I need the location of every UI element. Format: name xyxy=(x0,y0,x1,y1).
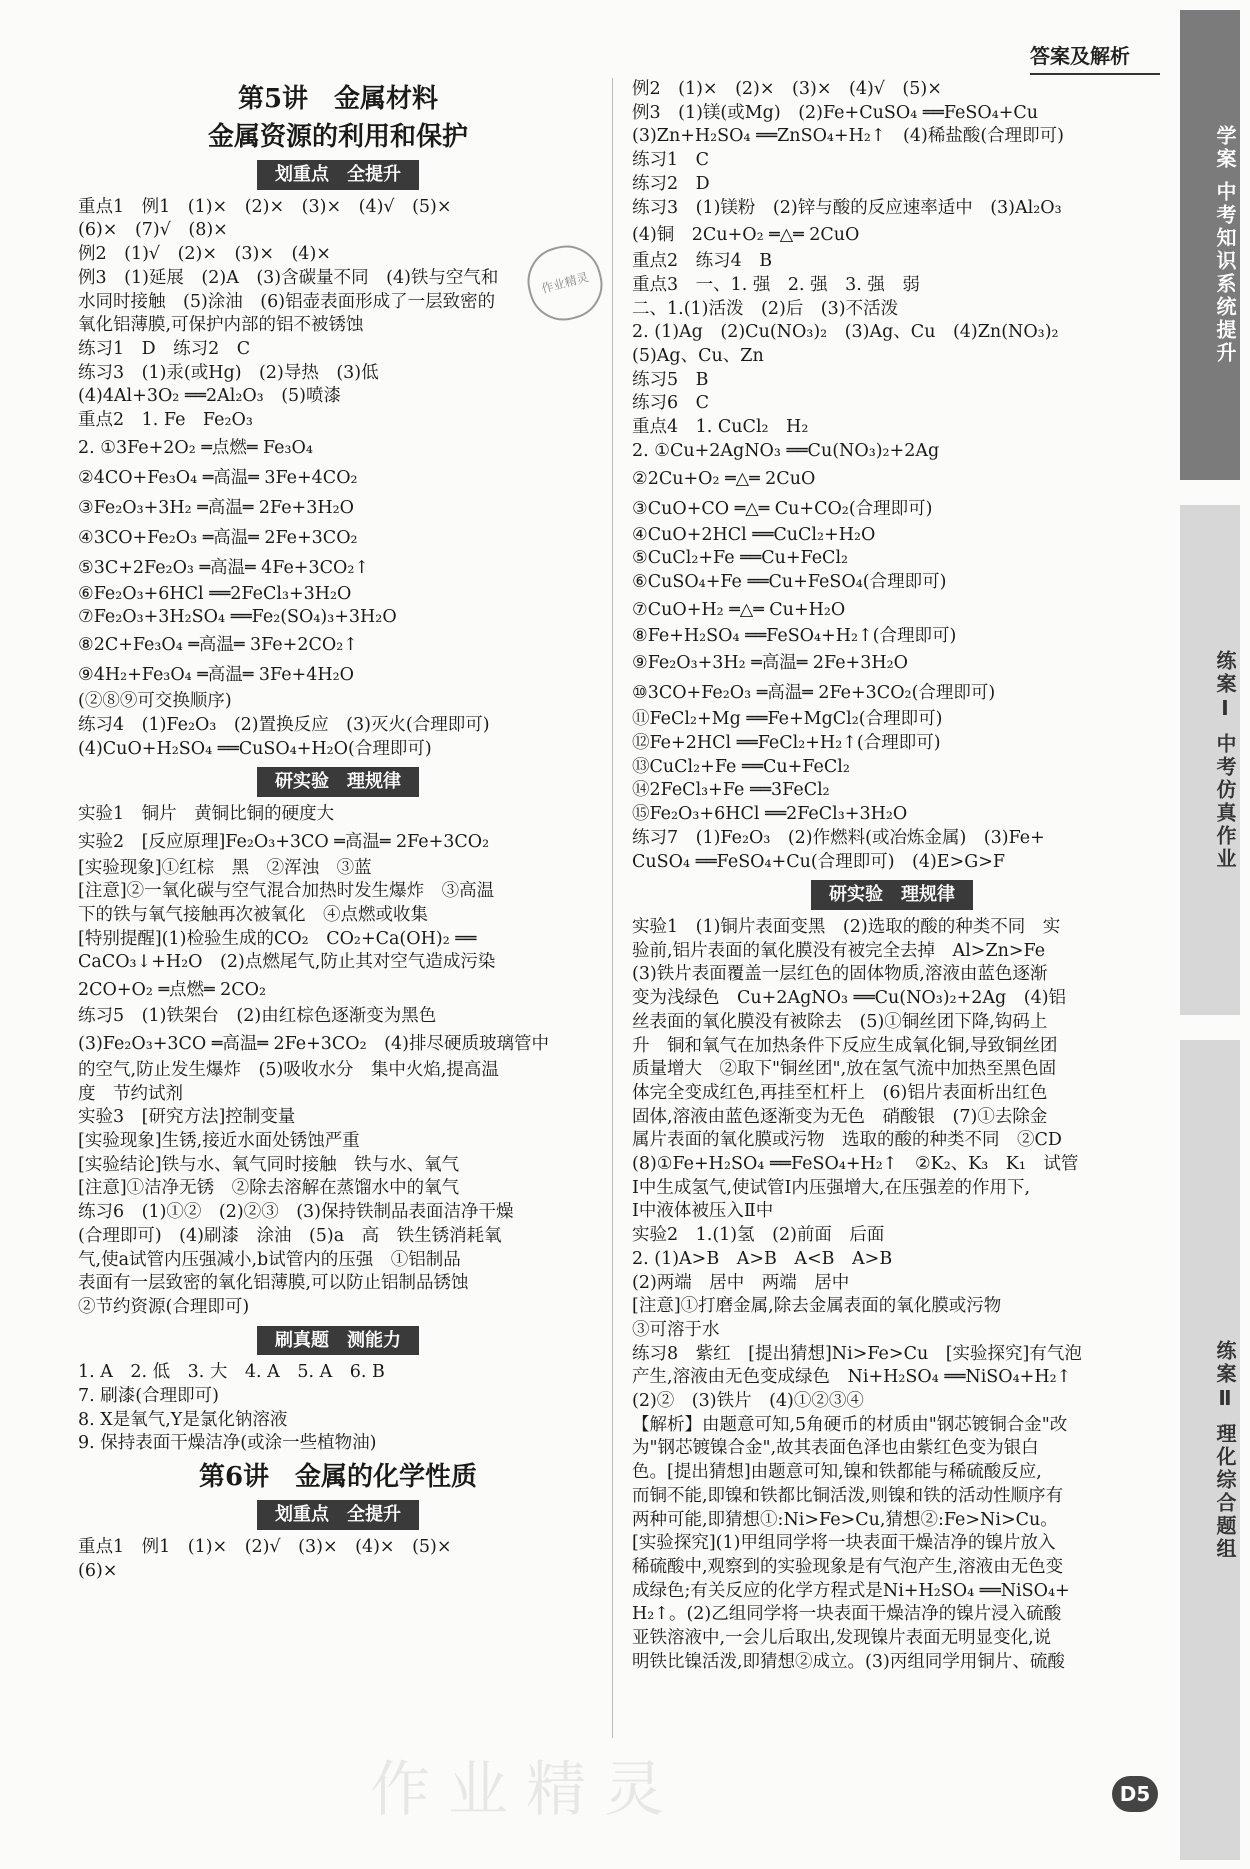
answer-line: 的空气,防止发生爆炸 (5)吸收水分 集中火焰,提高温 xyxy=(78,1059,499,1080)
answer-line: (4)铜 2Cu+O₂ ═△═ 2CuO xyxy=(632,225,860,246)
answer-line: 例2 (1)√ (2)× (3)× (4)× xyxy=(78,244,331,265)
lecture-5-title: 第5讲 金属材料 xyxy=(237,84,439,114)
answer-line: 9. 保持表面干燥洁净(或涂一些植物油) xyxy=(78,1433,377,1454)
answer-line: 实验2 [反应原理]Fe₂O₃+3CO ═高温═ 2Fe+3CO₂ xyxy=(78,831,490,852)
answer-line: CuSO₄ ══FeSO₄+Cu(合理即可) (4)E>G>F xyxy=(632,851,1006,872)
answer-line: 升 铜和氧气在加热条件下反应生成氧化铜,导致铜丝团 xyxy=(632,1035,1058,1056)
answer-line: Ⅰ中液体被压入Ⅱ中 xyxy=(632,1201,774,1222)
answer-line: ⑭2FeCl₃+Fe ══3FeCl₂ xyxy=(632,780,830,801)
section-label: 刷真题 测能力 xyxy=(257,1326,419,1356)
answer-line: 重点1 例1 (1)× (2)√ (3)× (4)× (5)× xyxy=(78,1536,452,1557)
right-column xyxy=(632,78,1152,1674)
answer-line: 练习6 (1)①② (2)②③ (3)保持铁制品表面洁净干燥 xyxy=(78,1202,514,1223)
answer-line: ⑫Fe+2HCl ══FeCl₂+H₂↑(合理即可) xyxy=(632,733,941,754)
answer-line: 度 节约试剂 xyxy=(78,1083,183,1104)
answer-line: 亚铁溶液中,一会儿后取出,发现镍片表面无明显变化,说 xyxy=(632,1628,1052,1649)
answer-line: ⑧2C+Fe₃O₄ ═高温═ 3Fe+2CO₂↑ xyxy=(78,635,358,656)
answer-line: ④CuO+2HCl ══CuCl₂+H₂O xyxy=(632,524,876,545)
left-column xyxy=(78,78,598,1583)
answer-line: (4)4Al+3O₂ ══2Al₂O₃ (5)喷漆 xyxy=(78,386,341,407)
answer-line: 例3 (1)镁(或Mg) (2)Fe+CuSO₄ ══FeSO₄+Cu xyxy=(632,102,1039,123)
answer-line: 成绿色;有关反应的化学方程式是Ni+H₂SO₄ ══NiSO₄+ xyxy=(632,1580,1070,1601)
answer-line: (4)CuO+H₂SO₄ ══CuSO₄+H₂O(合理即可) xyxy=(78,738,432,759)
answer-line: ⑥CuSO₄+Fe ══Cu+FeSO₄(合理即可) xyxy=(632,571,947,592)
answer-line: ③Fe₂O₃+3H₂ ═高温═ 2Fe+3H₂O xyxy=(78,497,354,518)
answer-line: 2. (1)Ag (2)Cu(NO₃)₂ (3)Ag、Cu (4)Zn(NO₃)₂ xyxy=(632,322,1059,343)
answer-line: ③CuO+CO ═△═ Cu+CO₂(合理即可) xyxy=(632,498,933,519)
answer-line: ⑦Fe₂O₃+3H₂SO₄ ══Fe₂(SO₄)₃+3H₂O xyxy=(78,607,397,628)
answer-line: ⑤CuCl₂+Fe ══Cu+FeCl₂ xyxy=(632,548,849,569)
answer-line: [特别提醒](1)检验生成的CO₂ CO₂+Ca(OH)₂ ══ xyxy=(78,928,477,949)
answer-line: (3)Fe₂O₃+3CO ═高温═ 2Fe+3CO₂ (4)排尽硬质玻璃管中 xyxy=(78,1033,549,1054)
answer-line: 明铁比镍活泼,即猜想②成立。(3)丙组同学用铜片、硫酸 xyxy=(632,1651,1065,1672)
answer-line: Ⅰ中生成氢气,使试管Ⅰ内压强增大,在压强差的作用下, xyxy=(632,1177,1031,1198)
answer-line: ⑥Fe₂O₃+6HCl ══2FeCl₃+3H₂O xyxy=(78,583,352,604)
watermark-text: 作业精灵 xyxy=(370,1755,682,1825)
answer-line: (8)①Fe+H₂SO₄ ══FeSO₄+H₂↑ ②K₂、K₃ K₁ 试管 xyxy=(632,1154,1079,1175)
page-number-badge: D5 xyxy=(1112,1776,1158,1812)
section-header xyxy=(78,767,598,797)
answer-line: 练习2 D xyxy=(632,173,710,194)
lecture-6-title: 第6讲 金属的化学性质 xyxy=(198,1462,478,1493)
answer-line: ⑩3CO+Fe₂O₃ ═高温═ 2Fe+3CO₂(合理即可) xyxy=(632,683,996,704)
answer-line: 7. 刷漆(合理即可) xyxy=(78,1386,219,1407)
answer-line: (6)× xyxy=(78,1560,118,1581)
answer-line: 2CO+O₂ ═点燃═ 2CO₂ xyxy=(78,980,266,1001)
answer-line: ⑪FeCl₂+Mg ══Fe+MgCl₂(合理即可) xyxy=(632,709,943,730)
answer-line: ④3CO+Fe₂O₃ ═高温═ 2Fe+3CO₂ xyxy=(78,527,358,548)
answer-line: 2. ①3Fe+2O₂ ═点燃═ Fe₃O₄ xyxy=(78,437,313,458)
answer-line: 体完全变成红色,再挂至杠杆上 (6)铝片表面析出红色 xyxy=(632,1082,1048,1103)
answer-line: 变为浅绿色 Cu+2AgNO₃ ══Cu(NO₃)₂+2Ag (4)铝 xyxy=(632,988,1067,1009)
answer-line: ③可溶于水 xyxy=(632,1319,720,1340)
answer-line: 2. (1)A>B A>B A<B A>B xyxy=(632,1248,893,1269)
answer-line: (5)Ag、Cu、Zn xyxy=(632,346,764,367)
answer-line: [注意]①打磨金属,除去金属表面的氧化膜或污物 xyxy=(632,1296,1002,1317)
answer-line: 重点3 一、1. 强 2. 强 3. 强 弱 xyxy=(632,274,920,295)
answer-line: ②节约资源(合理即可) xyxy=(78,1296,250,1317)
answer-line: 练习1 C xyxy=(632,150,710,171)
answer-line: 质量增大 ②取下"铜丝团",放在氢气流中加热至黑色固 xyxy=(632,1059,1057,1080)
answer-line: (2)② (3)铁片 (4)①②③④ xyxy=(632,1391,864,1412)
answer-line: 【解析】由题意可知,5角硬币的材质由"钢芯镀铜合金"改 xyxy=(632,1414,1068,1435)
stamp-logo: 作业精灵 xyxy=(520,238,611,329)
section-header xyxy=(78,1500,598,1530)
answer-block xyxy=(78,1536,598,1583)
sidebar-tab-practice-2[interactable]: 练案Ⅱ 理化综合题组 xyxy=(1180,1040,1240,1860)
answer-line: 实验2 1.(1)氢 (2)前面 后面 xyxy=(632,1225,885,1246)
answer-line: (②⑧⑨可交换顺序) xyxy=(78,691,232,712)
answer-line: 丝表面的氧化膜没有被除去 (5)①铜丝团下降,钩码上 xyxy=(632,1011,1048,1032)
answer-line: ⑨4H₂+Fe₃O₄ ═高温═ 3Fe+4H₂O xyxy=(78,665,354,686)
answer-line: 练习3 (1)汞(或Hg) (2)导热 (3)低 xyxy=(78,362,379,383)
answer-line: 表面有一层致密的氧化铝薄膜,可以防止铝制品锈蚀 xyxy=(78,1273,469,1294)
answer-line: ⑬CuCl₂+Fe ══Cu+FeCl₂ xyxy=(632,756,850,777)
answer-line: ⑤3C+2Fe₂O₃ ═高温═ 4Fe+3CO₂↑ xyxy=(78,557,370,578)
answer-line: [实验结论]铁与水、氧气同时接触 铁与水、氧气 xyxy=(78,1154,460,1175)
answer-line: 实验1 铜片 黄铜比铜的硬度大 xyxy=(78,803,335,824)
answer-line: 1. A 2. 低 3. 大 4. A 5. A 6. B xyxy=(78,1362,385,1383)
answer-line: ②2Cu+O₂ ═△═ 2CuO xyxy=(632,468,816,489)
answer-line: 例3 (1)延展 (2)A (3)含碳量不同 (4)铁与空气和 xyxy=(78,267,499,288)
answer-line: [注意]②一氧化碳与空气混合加热时发生爆炸 ③高温 xyxy=(78,881,495,902)
sidebar-tab-study[interactable]: 学案 中考知识系统提升 xyxy=(1180,10,1240,480)
answer-line: 色。[提出猜想]由题意可知,镍和铁都能与稀硫酸反应, xyxy=(632,1462,1042,1483)
answer-line: ⑮Fe₂O₃+6HCl ══2FeCl₃+3H₂O xyxy=(632,804,908,825)
answer-line: 水同时接触 (5)涂油 (6)铝壶表面形成了一层致密的 xyxy=(78,291,496,312)
section-label: 研实验 理规律 xyxy=(811,880,973,910)
answer-line: 练习8 紫红 [提出猜想]Ni>Fe>Cu [实验探究]有气泡 xyxy=(632,1343,1082,1364)
answer-line: 而铜不能,即镍和铁都比铜活泼,则镍和铁的活动性顺序有 xyxy=(632,1485,1064,1506)
answer-line: 练习5 B xyxy=(632,369,709,390)
answer-line: 气,使a试管内压强减小,b试管内的压强 ①铝制品 xyxy=(78,1249,461,1270)
answer-line: 实验3 [研究方法]控制变量 xyxy=(78,1107,296,1128)
answer-line: 2. ①Cu+2AgNO₃ ══Cu(NO₃)₂+2Ag xyxy=(632,440,940,461)
answer-line: 稀硫酸中,观察到的实验现象是有气泡产生,溶液由无色变 xyxy=(632,1556,1064,1577)
answer-line: 练习3 (1)镁粉 (2)锌与酸的反应速率适中 (3)Al₂O₃ xyxy=(632,197,1062,218)
answer-block xyxy=(78,1361,598,1456)
answer-line: 固体,溶液由蓝色逐渐变为无色 硝酸银 (7)①去除金 xyxy=(632,1106,1048,1127)
answer-line: 为"钢芯镀镍合金",故其表面色泽也由紫红色变为银白 xyxy=(632,1438,1039,1459)
answer-line: 重点2 1. Fe Fe₂O₃ xyxy=(78,410,253,431)
answer-line: 练习6 C xyxy=(632,393,710,414)
lecture-5-subtitle: 金属资源的利用和保护 xyxy=(207,122,468,152)
answer-line: ⑨Fe₂O₃+3H₂ ═高温═ 2Fe+3H₂O xyxy=(632,653,908,674)
section-label: 划重点 全提升 xyxy=(257,1500,419,1530)
answer-line: 实验1 (1)铜片表面变黑 (2)选取的酸的种类不同 实 xyxy=(632,916,1061,937)
section-label: 划重点 全提升 xyxy=(257,160,419,190)
answer-line: [实验现象]①红棕 黑 ②浑浊 ③蓝 xyxy=(78,857,372,878)
answer-line: 验前,铝片表面的氧化膜没有被完全去掉 Al>Zn>Fe xyxy=(632,940,1046,961)
answer-block xyxy=(632,916,1152,1675)
answer-line: (3)Zn+H₂SO₄ ══ZnSO₄+H₂↑ (4)稀盐酸(合理即可) xyxy=(632,126,1064,147)
answer-line: CaCO₃↓+H₂O (2)点燃尾气,防止其对空气造成污染 xyxy=(78,952,496,973)
column-divider xyxy=(612,78,613,1738)
section-header xyxy=(632,880,1152,910)
answer-line: [注意]①洁净无锈 ②除去溶解在蒸馏水中的氧气 xyxy=(78,1178,460,1199)
header-title: 答案及解析 xyxy=(1030,40,1160,75)
answer-line: 练习5 (1)铁架台 (2)由红棕色逐渐变为黑色 xyxy=(78,1006,437,1027)
answer-line: (合理即可) (4)刷漆 涂油 (5)a 高 铁生锈消耗氧 xyxy=(78,1225,502,1246)
answer-line: 练习1 D 练习2 C xyxy=(78,338,251,359)
answer-line: H₂↑。(2)乙组同学将一块表面干燥洁净的镍片浸入硫酸 xyxy=(632,1604,1062,1625)
answer-line: (6)× (7)√ (8)× xyxy=(78,220,228,241)
answer-line: 练习4 (1)Fe₂O₃ (2)置换反应 (3)灭火(合理即可) xyxy=(78,714,490,735)
section-label: 研实验 理规律 xyxy=(257,767,419,797)
answer-line: 例2 (1)× (2)× (3)× (4)√ (5)× xyxy=(632,79,942,99)
answer-block xyxy=(78,803,598,1320)
section-header xyxy=(78,1326,598,1356)
answer-line: 氧化铝薄膜,可保护内部的铝不被锈蚀 xyxy=(78,315,364,336)
answer-line: ②4CO+Fe₃O₄ ═高温═ 3Fe+4CO₂ xyxy=(78,467,358,488)
answer-line: (3)铁片表面覆盖一层红色的固体物质,溶液由蓝色逐渐 xyxy=(632,964,1048,985)
answer-line: 下的铁与氧气接触再次被氧化 ④点燃或收集 xyxy=(78,905,428,926)
sidebar-tab-practice-1[interactable]: 练案Ⅰ 中考仿真作业 xyxy=(1180,505,1240,1015)
answer-block xyxy=(78,196,598,762)
answer-line: ⑧Fe+H₂SO₄ ══FeSO₄+H₂↑(合理即可) xyxy=(632,625,957,646)
chapter-sidebar xyxy=(1170,10,1250,1860)
answer-line: 属片表面的氧化膜或污物 选取的酸的种类不同 ②CD xyxy=(632,1130,1062,1151)
answer-line: 重点2 练习4 B xyxy=(632,251,773,272)
answer-line: 8. X是氧气,Y是氯化钠溶液 xyxy=(78,1409,288,1430)
answer-line: [实验探究](1)甲组同学将一块表面干燥洁净的镍片放入 xyxy=(632,1533,1056,1554)
answer-line: 产生,溶液由无色变成绿色 Ni+H₂SO₄ ══NiSO₄+H₂↑ xyxy=(632,1367,1072,1388)
answer-line: 重点4 1. CuCl₂ H₂ xyxy=(632,417,809,438)
answer-line: 练习7 (1)Fe₂O₃ (2)作燃料(或冶炼金属) (3)Fe+ xyxy=(632,827,1045,848)
answer-line: 重点1 例1 (1)× (2)× (3)× (4)√ (5)× xyxy=(78,196,452,217)
section-header xyxy=(78,160,598,190)
answer-line: [实验现象]生锈,接近水面处锈蚀严重 xyxy=(78,1130,360,1151)
answer-block xyxy=(632,78,1152,874)
answer-line: 二、1.(1)活泼 (2)后 (3)不活泼 xyxy=(632,298,899,319)
answer-line: (2)两端 居中 两端 居中 xyxy=(632,1272,850,1293)
answer-line: ⑦CuO+H₂ ═△═ Cu+H₂O xyxy=(632,599,846,620)
answer-line: 两种可能,即猜想①:Ni>Fe>Cu,猜想②:Fe>Ni>Cu。 xyxy=(632,1509,1058,1530)
